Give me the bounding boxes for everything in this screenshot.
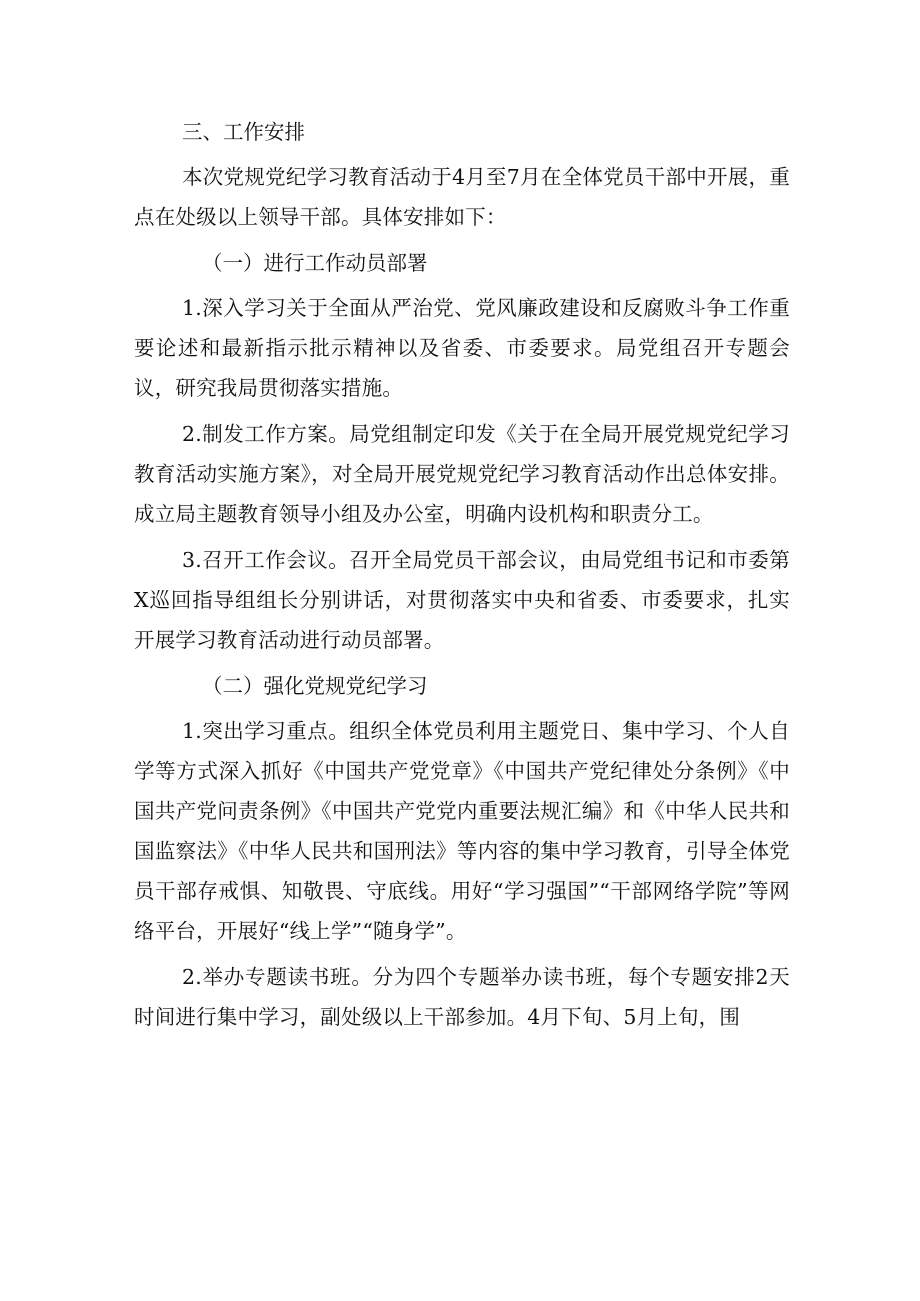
document-body: [134, 112, 790, 1041]
subsection-heading-2: （二）强化党规党纪学习: [202, 674, 428, 698]
subsection-1-item-1: 1.深入学习关于全面从严治党、党风廉政建设和反腐败斗争工作重要论述和最新指示批示精神以及省委、市委要求。局党组召开专题会议，研究我局贯彻落实措施。: [134, 296, 790, 400]
subsection-1-item-2: 2.制发工作方案。局党组制定印发《关于在全局开展党规党纪学习教育活动实施方案》，对全局开展党规党纪学习教育活动作出总体安排。成立局主题教育领导小组及办公室，明确内设机构和职责分工。: [134, 422, 790, 526]
intro-paragraph: 本次党规党纪学习教育活动于4月至7月在全体党员干部中开展，重点在处级以上领导干部。具体安排如下：: [134, 165, 790, 229]
subsection-2-item-1: 1.突出学习重点。组织全体党员利用主题党日、集中学习、个人自学等方式深入抓好《中国共产党党章》《中国共产党纪律处分条例》《中国共产党问责条例》《中国共产党党内重要法规汇编》和《中华人民共和国监察法》《中华人民共和国刑法》等内容的集中学习教育，引导全体党员干部存戒惧、知敬畏、守底线。用好“学习强国”“干部网络学院”等网络平台，开展好“线上学”“随身学”。: [134, 719, 790, 943]
section-heading: 三、工作安排: [182, 120, 305, 144]
subsection-heading-1: （一）进行工作动员部署: [202, 251, 428, 275]
subsection-1-item-3: 3.召开工作会议。召开全局党员干部会议，由局党组书记和市委第X巡回指导组组长分别讲话，对贯彻落实中央和省委、市委要求，扎实开展学习教育活动进行动员部署。: [134, 548, 790, 652]
subsection-2-item-2: 2.举办专题读书班。分为四个专题举办读书班，每个专题安排2天时间进行集中学习，副处级以上干部参加。4月下旬、5月上旬，围: [134, 965, 790, 1029]
